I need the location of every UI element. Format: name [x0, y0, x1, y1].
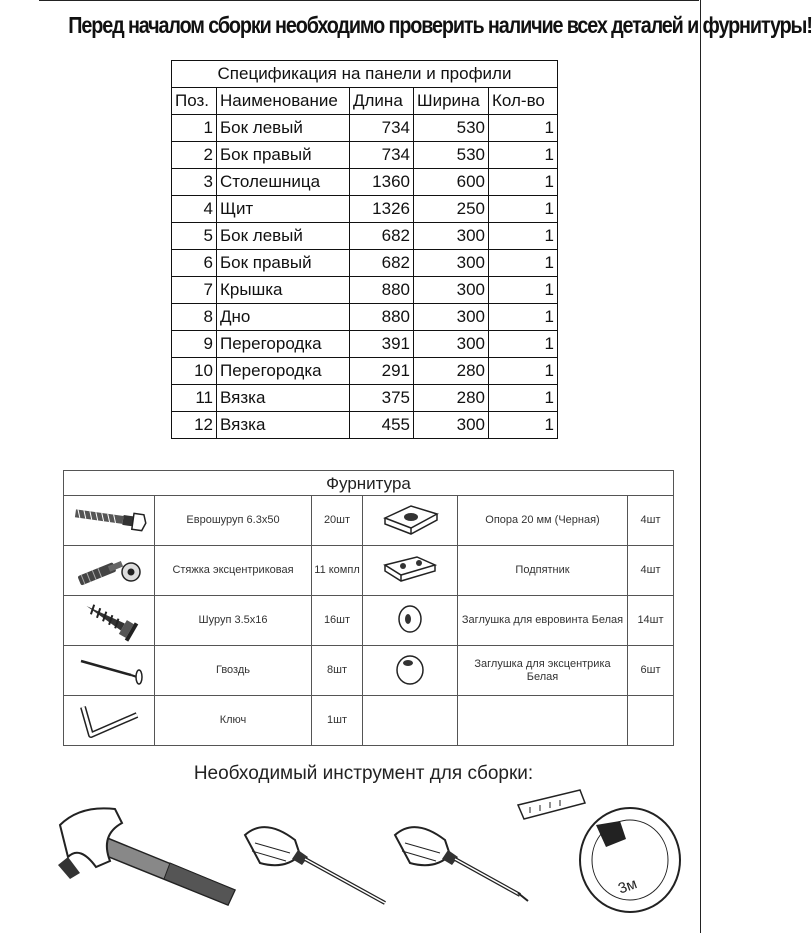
- euroscrew-cap-name: Заглушка для евровинта Белая: [458, 596, 628, 646]
- hardware-caption: Фурнитура: [64, 471, 674, 496]
- row-length: 734: [350, 115, 414, 142]
- tape-measure-icon: [518, 790, 680, 912]
- row-width: 600: [414, 169, 489, 196]
- spec-row: [172, 142, 558, 169]
- spec-row: [172, 250, 558, 277]
- shelf-holder-name: Подпятник: [458, 546, 628, 596]
- spec-table: [171, 60, 558, 439]
- euroscrew-qty: 20шт: [312, 496, 363, 546]
- eccentric-tie-qty: 11 компл: [312, 546, 363, 596]
- col-length: Длина: [350, 88, 414, 115]
- row-name: Бок правый: [217, 250, 350, 277]
- row-pos: 8: [172, 304, 217, 331]
- spec-row: [172, 358, 558, 385]
- page-frame-right: [700, 0, 701, 933]
- row-qty: 1: [489, 358, 558, 385]
- row-qty: 1: [489, 331, 558, 358]
- tape-label: 3м: [615, 875, 640, 898]
- row-name: Дно: [217, 304, 350, 331]
- support-foot-qty: 4шт: [628, 496, 674, 546]
- tools-title: Необходимый инструмент для сборки:: [193, 763, 534, 784]
- euroscrew-name: Еврошуруп 6.3x50: [155, 496, 312, 546]
- support-foot-icon: [363, 496, 458, 546]
- col-qty: Кол-во: [489, 88, 558, 115]
- eccentric-cap-icon: [363, 646, 458, 696]
- row-width: 530: [414, 142, 489, 169]
- row-pos: 4: [172, 196, 217, 223]
- col-width: Ширина: [414, 88, 489, 115]
- flat-screwdriver-icon: [245, 827, 385, 903]
- row-name: Перегородка: [217, 331, 350, 358]
- row-width: 280: [414, 358, 489, 385]
- eccentric-tie-name: Стяжка эксцентриковая: [155, 546, 312, 596]
- row-width: 300: [414, 304, 489, 331]
- row-length: 375: [350, 385, 414, 412]
- row-qty: 1: [489, 412, 558, 439]
- row-pos: 3: [172, 169, 217, 196]
- hex-key-qty: 1шт: [312, 696, 363, 746]
- row-name: Бок левый: [217, 115, 350, 142]
- spec-row: [172, 304, 558, 331]
- row-length: 682: [350, 250, 414, 277]
- row-pos: 7: [172, 277, 217, 304]
- nail-name: Гвоздь: [155, 646, 312, 696]
- spec-caption: Спецификация на панели и профили: [172, 61, 558, 88]
- hardware-row: [64, 696, 674, 746]
- row-qty: 1: [489, 169, 558, 196]
- nail-qty: 8шт: [312, 646, 363, 696]
- row-name: Вязка: [217, 412, 350, 439]
- row-length: 1326: [350, 196, 414, 223]
- row-qty: 1: [489, 223, 558, 250]
- spec-row: [172, 196, 558, 223]
- row-name: Бок левый: [217, 223, 350, 250]
- row-name: Бок правый: [217, 142, 350, 169]
- row-width: 300: [414, 277, 489, 304]
- euroscrew-cap-icon: [363, 596, 458, 646]
- row-qty: 1: [489, 385, 558, 412]
- row-pos: 5: [172, 223, 217, 250]
- row-width: 300: [414, 412, 489, 439]
- hardware-row: [64, 596, 674, 646]
- spec-row: [172, 115, 558, 142]
- row-name: Крышка: [217, 277, 350, 304]
- empty-cell: [628, 696, 674, 746]
- row-name: Столешница: [217, 169, 350, 196]
- row-length: 391: [350, 331, 414, 358]
- eccentric-tie-icon: [64, 546, 155, 596]
- row-length: 880: [350, 304, 414, 331]
- hardware-row: [64, 546, 674, 596]
- row-name: Перегородка: [217, 358, 350, 385]
- row-width: 300: [414, 250, 489, 277]
- euroscrew-cap-qty: 14шт: [628, 596, 674, 646]
- page-frame-top: [39, 0, 699, 1]
- eccentric-cap-name: Заглушка для эксцентрика Белая: [458, 646, 628, 696]
- tools-illustration: [40, 795, 690, 925]
- phillips-screwdriver-icon: [395, 827, 528, 901]
- row-width: 250: [414, 196, 489, 223]
- support-foot-name: Опора 20 мм (Черная): [458, 496, 628, 546]
- spec-row: [172, 331, 558, 358]
- euroscrew-icon: [64, 496, 155, 546]
- row-pos: 6: [172, 250, 217, 277]
- col-pos: Поз.: [172, 88, 217, 115]
- row-pos: 2: [172, 142, 217, 169]
- row-length: 682: [350, 223, 414, 250]
- hex-key-icon: [64, 696, 155, 746]
- spec-row: [172, 277, 558, 304]
- col-name: Наименование: [217, 88, 350, 115]
- spec-row: [172, 223, 558, 250]
- row-qty: 1: [489, 115, 558, 142]
- row-width: 280: [414, 385, 489, 412]
- spec-header-row: [172, 88, 558, 115]
- hammer-icon: [58, 808, 235, 905]
- shelf-holder-qty: 4шт: [628, 546, 674, 596]
- hardware-row: [64, 496, 674, 546]
- empty-cell: [363, 696, 458, 746]
- row-name: Щит: [217, 196, 350, 223]
- row-width: 530: [414, 115, 489, 142]
- row-pos: 12: [172, 412, 217, 439]
- row-qty: 1: [489, 142, 558, 169]
- row-length: 291: [350, 358, 414, 385]
- row-length: 880: [350, 277, 414, 304]
- spec-row: [172, 169, 558, 196]
- spec-row: [172, 385, 558, 412]
- row-width: 300: [414, 331, 489, 358]
- hardware-row: [64, 646, 674, 696]
- row-pos: 1: [172, 115, 217, 142]
- row-length: 455: [350, 412, 414, 439]
- spec-row: [172, 412, 558, 439]
- eccentric-cap-qty: 6шт: [628, 646, 674, 696]
- row-pos: 11: [172, 385, 217, 412]
- page-title: Перед началом сборки необходимо проверить наличие всех деталей и фурнитуры!: [68, 12, 812, 38]
- row-pos: 10: [172, 358, 217, 385]
- row-name: Вязка: [217, 385, 350, 412]
- hardware-table: [63, 470, 674, 746]
- wood-screw-icon: [64, 596, 155, 646]
- row-qty: 1: [489, 250, 558, 277]
- hex-key-name: Ключ: [155, 696, 312, 746]
- row-width: 300: [414, 223, 489, 250]
- wood-screw-name: Шуруп 3.5x16: [155, 596, 312, 646]
- wood-screw-qty: 16шт: [312, 596, 363, 646]
- row-pos: 9: [172, 331, 217, 358]
- row-qty: 1: [489, 196, 558, 223]
- empty-cell: [458, 696, 628, 746]
- row-length: 1360: [350, 169, 414, 196]
- row-length: 734: [350, 142, 414, 169]
- nail-icon: [64, 646, 155, 696]
- row-qty: 1: [489, 304, 558, 331]
- row-qty: 1: [489, 277, 558, 304]
- shelf-holder-icon: [363, 546, 458, 596]
